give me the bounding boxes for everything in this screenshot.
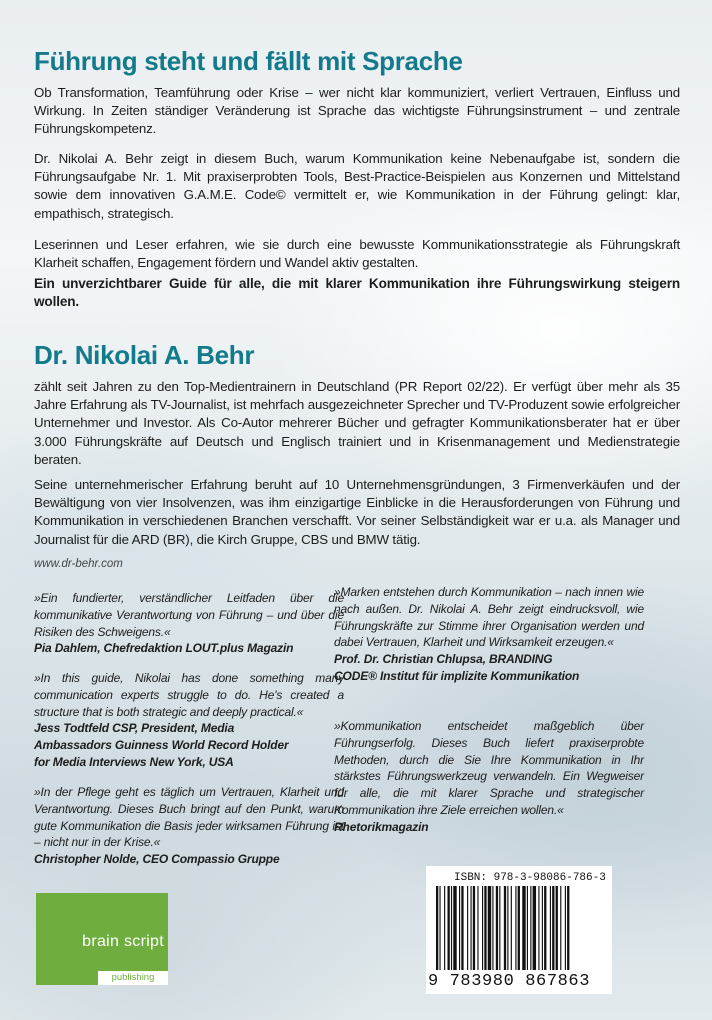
barcode-bar xyxy=(560,886,561,970)
barcode-bar xyxy=(477,886,478,970)
barcode-bar xyxy=(542,886,543,970)
barcode-bar xyxy=(530,886,531,970)
intro-paragraph: Leserinnen und Leser erfahren, wie sie durch eine bewusste Kommunikationsstrategie als Führungskraft Klarheit schaffen, Engagement fördern und Wandel aktiv gestalten. xyxy=(34,237,680,271)
barcode-bar xyxy=(492,886,493,970)
testimonial xyxy=(334,584,644,685)
testimonial-text: »In der Pflege geht es täglich um Vertrauen, Klarheit und Verantwortung. Dieses Buch bringt auf den Punkt, warum gute Kommunikation die Basis jeder wirksamen Führung ist – nicht nur in der Krise.« xyxy=(34,785,344,850)
barcode-bar xyxy=(515,886,516,970)
barcode-bar xyxy=(533,886,536,970)
barcode-digits: 9 783980 867863 xyxy=(428,972,591,991)
barcode-bar xyxy=(565,886,566,970)
testimonial-text: »Ein fundierter, verständlicher Leitfaden über die kommunikative Verantwortung von Führung – und über die Risiken des Schweigens.« xyxy=(34,591,344,639)
barcode-bar xyxy=(507,886,508,970)
barcode-bar xyxy=(459,886,460,970)
isbn-label: ISBN: 978-3-98086-786-3 xyxy=(454,872,606,884)
author-heading: Dr. Nikolai A. Behr xyxy=(34,340,255,370)
testimonial-text: »Marken entstehen durch Kommunikation – nach innen wie nach außen. Dr. Nikolai A. Behr zeigt eindrucksvoll, wie Führungskräfte zur Stimme ihrer Organisation werden und dabei Vertrauen, Klarheit und Wirksamkeit erzeugen.« xyxy=(334,585,644,650)
barcode-bar xyxy=(484,886,486,970)
barcode-bar xyxy=(451,886,452,970)
author-bio: Seine unternehmerischer Erfahrung beruht auf 10 Unternehmensgründungen, 3 Firmenverkäufen und der Bewältigung von vier Insolvenzen, was ihm einzigartige Einblicke in die Herausforderungen von Führung und Kommunikation in verschiedenen Branchen verschafft. Vor seiner Selbständigkeit war er u.a. als Manager und Journalist für die ARD (BR), die Kirch Gruppe, CBS und BMW tätig. xyxy=(34,477,680,547)
barcode-bar xyxy=(436,886,438,970)
testimonial-text: »Kommunikation entscheidet maßgeblich über Führungserfolg. Dieses Buch liefert praxiserprobte Methoden, durch die Sie Ihre Kommunikation in Ihr stärkstes Führungswerkzeug verwandeln. Ein Wegweiser für alle, die mit klarer Sprache und strategischer Kommunikation ihre Ziele erreichen wollen.« xyxy=(334,719,644,817)
testimonial-source: Jess Todtfeld CSP, President, Media Ambassadors Guinness World Record Holder for Media Interviews New York, USA xyxy=(34,721,289,769)
barcode-bar xyxy=(552,886,554,970)
barcode-bar xyxy=(439,886,440,970)
intro-paragraph: Ob Transformation, Teamführung oder Krise – wer nicht klar kommuniziert, verliert Vertrauen, Einfluss und Wirkung. In Zeiten ständiger Veränderung ist Sprache das wichtigste Führungsinstrument – und zentrale Führungskompetenz. xyxy=(34,85,680,137)
barcode-bars xyxy=(436,886,606,970)
barcode-bar xyxy=(527,886,528,970)
barcode-bar xyxy=(550,886,551,970)
barcode-bar xyxy=(518,886,520,970)
barcode-bar xyxy=(488,886,491,970)
barcode-bar xyxy=(473,886,475,970)
intro-paragraph: Dr. Nikolai A. Behr zeigt in diesem Buch, warum Kommunikation keine Nebenaufgabe ist, sondern die Führungsaufgabe Nr. 1. Mit praxiserprobten Tools, Best-Practice-Beispielen aus Konzernen und Mittelstand sowie dem innovativen G.A.M.E. Code© vermittelt er, wie Kommunikation in der Führung gelingt: klar, empathisch, strategisch. xyxy=(34,151,680,221)
publisher-logo xyxy=(36,893,168,985)
barcode-bar xyxy=(482,886,483,970)
barcode-bar xyxy=(504,886,506,970)
barcode-bar xyxy=(448,886,450,970)
testimonial-source: Prof. Dr. Christian Chlupsa, BRANDING CODE® Institut für implizite Kommunikation xyxy=(334,652,580,683)
testimonial xyxy=(34,784,344,868)
testimonial-source: Rhetorikmagazin xyxy=(334,819,429,834)
barcode-bar xyxy=(471,886,472,970)
intro-heading: Führung steht und fällt mit Sprache xyxy=(34,46,463,76)
isbn-barcode xyxy=(426,866,612,994)
intro-highlight: Ein unverzichtbarer Guide für alle, die mit klarer Kommunikation ihre Führungswirkung steigern wollen. xyxy=(34,276,680,310)
testimonial xyxy=(334,718,644,836)
barcode-bar xyxy=(538,886,539,970)
author-bio: zählt seit Jahren zu den Top-Medientrainern in Deutschland (PR Report 02/22). Er verfügt über mehr als 35 Jahre Erfahrung als TV-Journalist, ist mehrfach ausgezeichneter Sprecher und TV-Produzent sowie erfolgreicher Unternehmer und Investor. Als Co-Autor mehrerer Bücher und gefragter Kommunikationsberater hat er über 3.000 Führungskräfte auf Deutsch und Englisch trainiert und in Krisenmanagement und Medienstrategie beraten. xyxy=(34,379,680,467)
testimonial xyxy=(34,590,344,657)
barcode-bar xyxy=(567,886,569,970)
publisher-name: brain script xyxy=(82,933,164,950)
barcode-bar xyxy=(556,886,558,970)
barcode-bar xyxy=(461,886,463,970)
barcode-bar xyxy=(499,886,500,970)
barcode-bar xyxy=(511,886,512,970)
barcode-bar xyxy=(444,886,445,970)
testimonial-source: Pia Dahlem, Chefredaktion LOUT.plus Magazin xyxy=(34,641,294,656)
publisher-sub: publishing xyxy=(98,971,168,985)
barcode-bar xyxy=(496,886,498,970)
barcode-bar xyxy=(522,886,525,970)
testimonial-source: Christopher Nolde, CEO Compassio Gruppe xyxy=(34,852,280,867)
barcode-bar xyxy=(544,886,546,970)
testimonial xyxy=(34,670,344,771)
barcode-bar xyxy=(453,886,456,970)
barcode-bar xyxy=(467,886,468,970)
author-website: www.dr-behr.com xyxy=(34,558,123,570)
testimonial-text: »In this guide, Nikolai has done something many communication experts struggle to do. He's created a structure that is both strategic and deeply practical.« xyxy=(34,671,344,719)
